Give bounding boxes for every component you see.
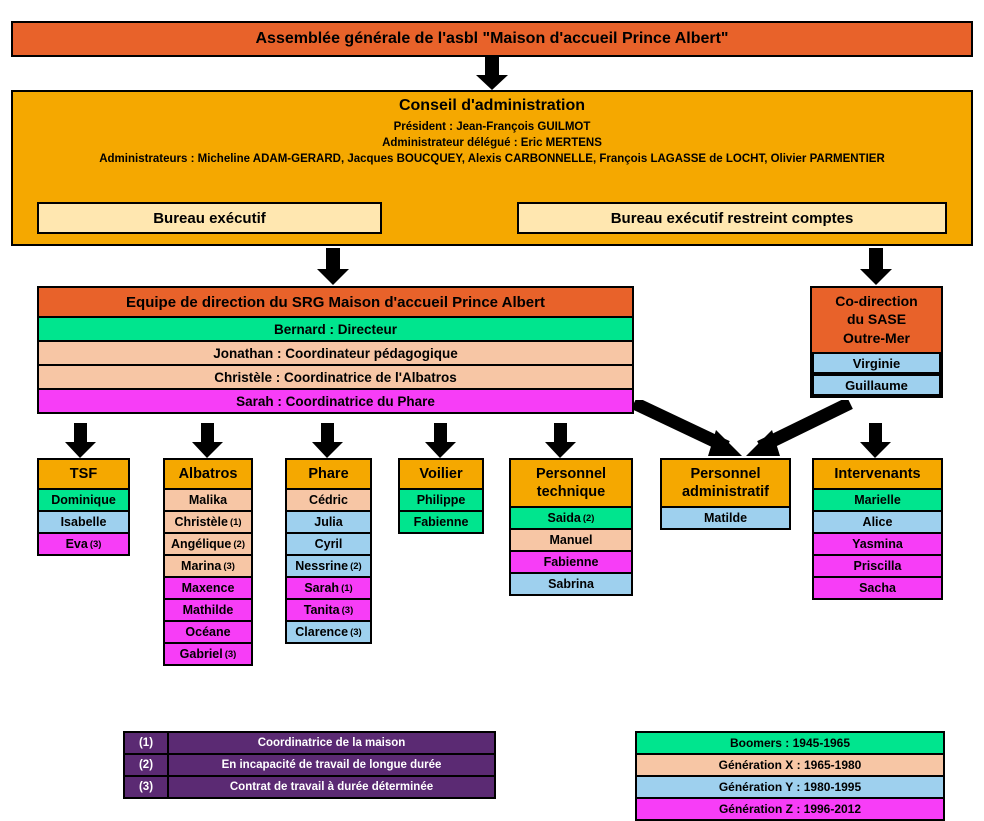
unit-title: Phare — [287, 460, 370, 488]
unit-member-name: Malika — [188, 493, 228, 508]
unit-phare — [285, 458, 372, 644]
unit-voilier — [398, 458, 484, 534]
unit-member-row — [662, 506, 789, 528]
unit-member-note: (2) — [350, 560, 362, 572]
unit-member-note: (3) — [341, 604, 354, 616]
unit-member-name: Manuel — [549, 533, 593, 548]
unit-personnel-technique — [509, 458, 633, 596]
unit-member-row — [287, 598, 370, 620]
unit-member-name: Isabelle — [60, 515, 107, 530]
legend-note-row — [125, 733, 494, 755]
arrow-codirection-intervenants — [858, 423, 894, 459]
equipe-member-row: Sarah : Coordinatrice du Phare — [39, 388, 632, 412]
unit-albatros — [163, 458, 253, 666]
unit-member-name: Marina — [181, 559, 222, 574]
unit-member-row — [165, 576, 251, 598]
unit-member-row — [165, 554, 251, 576]
unit-member-row — [511, 572, 631, 594]
unit-member-name: Maxence — [181, 581, 235, 596]
unit-member-name: Saida — [547, 511, 581, 526]
unit-member-note: (3) — [223, 560, 235, 572]
arrow-codirection-personnel-administratif — [738, 400, 858, 460]
unit-member-row — [39, 532, 128, 554]
unit-member-name: Gabriel — [179, 647, 223, 662]
unit-member-note: (2) — [582, 512, 595, 524]
codirection-member-row: Guillaume — [812, 374, 941, 396]
unit-member-row — [165, 620, 251, 642]
bureau-executif-label: Bureau exécutif — [153, 209, 266, 227]
unit-member-note: (3) — [224, 648, 237, 660]
unit-member-row — [165, 598, 251, 620]
legend-notes — [123, 731, 496, 799]
conseil-administrateur-delegue: Administrateur délégué : Eric MERTENS — [382, 137, 602, 149]
unit-member-name: Marielle — [854, 493, 901, 508]
conseil-title: Conseil d'administration — [398, 97, 586, 114]
arrow-equipe-tsf — [63, 423, 99, 459]
arrow-assemblee-conseil — [472, 57, 512, 91]
bureau-executif-box — [37, 202, 382, 234]
unit-member-name: Sabrina — [548, 577, 594, 592]
unit-member-name: Dominique — [51, 493, 116, 508]
bureau-executif-restreint-box — [517, 202, 947, 234]
arrow-equipe-phare — [310, 423, 346, 459]
unit-member-name: Mathilde — [182, 603, 234, 618]
codirection-member-row: Virginie — [812, 352, 941, 374]
legend-note-number: (2) — [125, 755, 169, 775]
unit-member-row — [287, 488, 370, 510]
legend-generation-row: Génération Z : 1996-2012 — [637, 799, 943, 819]
unit-member-row — [814, 532, 941, 554]
unit-member-name: Eva — [65, 537, 88, 552]
unit-member-name: Alice — [862, 515, 893, 530]
conseil-bureaux — [13, 202, 971, 234]
unit-member-name: Priscilla — [853, 559, 902, 574]
unit-member-name: Matilde — [703, 511, 748, 526]
assemblee-generale-label: Assemblée générale de l'asbl "Maison d'accueil Prince Albert" — [255, 30, 729, 47]
unit-member-name: Sarah — [304, 581, 340, 596]
unit-member-name: Sacha — [859, 581, 896, 596]
unit-member-name: Philippe — [416, 493, 466, 508]
equipe-member-row: Christèle : Coordinatrice de l'Albatros — [39, 364, 632, 388]
legend-note-row — [125, 755, 494, 777]
unit-member-row — [287, 576, 370, 598]
codirection-sase-box — [810, 286, 943, 398]
unit-member-name: Tanita — [303, 603, 340, 618]
unit-member-name: Yasmina — [852, 537, 903, 552]
unit-member-note: (3) — [89, 538, 102, 550]
conseil-administration-box — [11, 90, 973, 246]
unit-member-note: (1) — [229, 516, 242, 528]
unit-member-row — [511, 506, 631, 528]
unit-title: TSF — [39, 460, 128, 488]
unit-member-row — [165, 532, 251, 554]
unit-tsf — [37, 458, 130, 556]
arrow-equipe-personnel-administratif — [632, 400, 752, 460]
unit-title: Voilier — [400, 460, 482, 488]
unit-member-name: Christèle — [174, 515, 228, 530]
unit-member-row — [287, 510, 370, 532]
legend-note-number: (1) — [125, 733, 169, 753]
unit-member-row — [287, 620, 370, 642]
conseil-president: Président : Jean-François GUILMOT — [393, 121, 591, 133]
unit-title: Intervenants — [814, 460, 941, 488]
unit-member-name: Cédric — [309, 493, 348, 508]
unit-member-name: Fabienne — [543, 555, 599, 570]
equipe-member-row: Bernard : Directeur — [39, 316, 632, 340]
unit-member-name: Océane — [185, 625, 231, 640]
legend-generation-row: Boomers : 1945-1965 — [637, 733, 943, 755]
arrow-equipe-personnel-technique — [543, 423, 579, 459]
unit-member-row — [39, 510, 128, 532]
unit-member-name: Fabienne — [413, 515, 469, 530]
unit-member-row — [39, 488, 128, 510]
unit-member-row — [165, 488, 251, 510]
unit-member-name: Nessrine — [295, 559, 349, 574]
unit-member-row — [511, 550, 631, 572]
unit-member-row — [814, 554, 941, 576]
unit-title: Personnel administratif — [662, 460, 789, 506]
unit-member-row — [165, 642, 251, 664]
conseil-administrateurs: Administrateurs : Micheline ADAM-GERARD, Jacques BOUCQUEY, Alexis CARBONNELLE, François LAGASSE de LOCHT, Olivier PARMENTIER — [99, 153, 885, 165]
assemblee-generale-box — [11, 21, 973, 57]
bureau-executif-restreint-label: Bureau exécutif restreint comptes — [610, 209, 854, 227]
unit-member-row — [814, 576, 941, 598]
arrow-equipe-albatros — [190, 423, 226, 459]
unit-title: Personnel technique — [511, 460, 631, 506]
unit-member-row — [814, 510, 941, 532]
legend-note-row — [125, 777, 494, 797]
legend-note-text: Contrat de travail à durée déterminée — [229, 781, 434, 793]
unit-member-row — [814, 488, 941, 510]
unit-member-note: (2) — [233, 538, 246, 550]
unit-member-name: Julia — [314, 515, 343, 530]
arrow-equipe-voilier — [423, 423, 459, 459]
equipe-direction-box — [37, 286, 634, 414]
equipe-member-row: Jonathan : Coordinateur pédagogique — [39, 340, 632, 364]
unit-member-row — [400, 488, 482, 510]
unit-member-row — [165, 510, 251, 532]
unit-personnel-administratif — [660, 458, 791, 530]
unit-member-name: Cyril — [314, 537, 343, 552]
legend-note-number: (3) — [125, 777, 169, 797]
legend-generations — [635, 731, 945, 821]
unit-member-name: Clarence — [295, 625, 349, 640]
unit-member-row — [400, 510, 482, 532]
equipe-direction-title: Equipe de direction du SRG Maison d'accueil Prince Albert — [39, 288, 632, 316]
legend-note-text: Coordinatrice de la maison — [257, 737, 406, 749]
unit-member-row — [287, 532, 370, 554]
legend-generation-row: Génération Y : 1980-1995 — [637, 777, 943, 799]
arrow-conseil-equipe — [313, 248, 353, 286]
unit-member-note: (3) — [350, 626, 362, 638]
arrow-conseil-codirection — [856, 248, 896, 286]
unit-member-note: (1) — [341, 582, 353, 594]
unit-intervenants — [812, 458, 943, 600]
unit-member-row — [287, 554, 370, 576]
legend-note-text: En incapacité de travail de longue durée — [221, 759, 442, 771]
unit-member-name: Angélique — [170, 537, 232, 552]
codirection-title: Co-direction du SASE Outre-Mer — [812, 288, 941, 352]
legend-generation-row: Génération X : 1965-1980 — [637, 755, 943, 777]
unit-member-row — [511, 528, 631, 550]
unit-title: Albatros — [165, 460, 251, 488]
